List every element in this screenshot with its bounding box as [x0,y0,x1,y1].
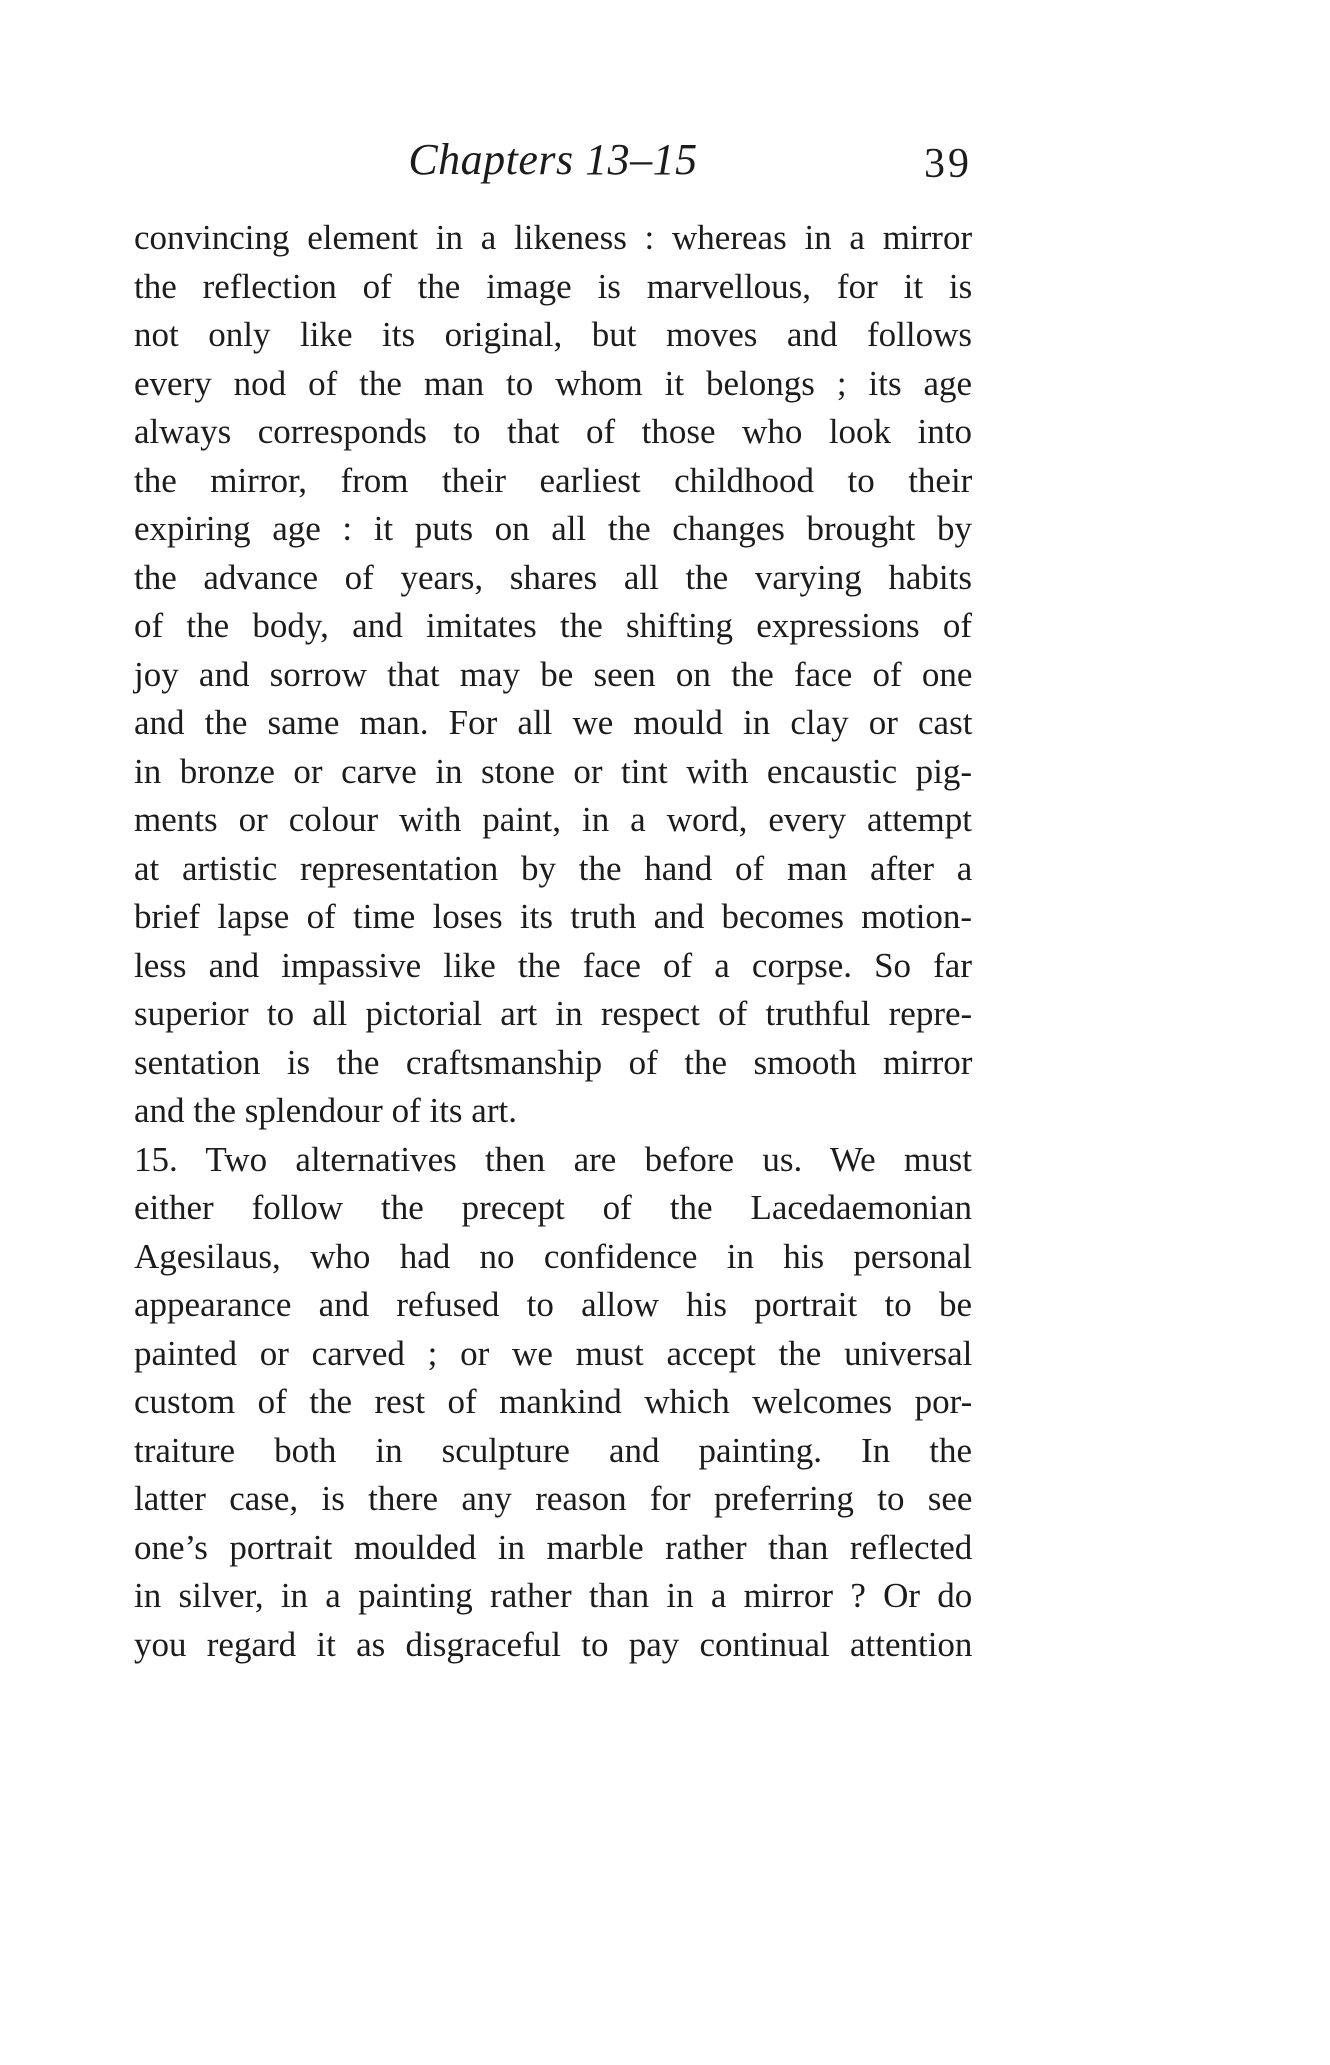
text-line: not only like its original, but moves and follows [134,315,972,354]
text-line: every nod of the man to whom it belongs ; its age [134,363,973,403]
text-line: joy and sorrow that may be seen on the face of one [134,654,973,694]
text-line: the reflection of the image is marvellous, for it is [134,266,973,306]
text-line: always corresponds to that of those who look into [134,412,973,451]
text-line: expiring age : it puts on all the changes brought by [134,509,972,548]
text-line: the mirror, from their earliest childhood to their [134,460,973,500]
page-header [134,130,972,190]
text-line: traiture both in sculpture and painting. In the [134,1430,972,1470]
text-line: sentation is the craftsmanship of the smooth mirror [134,1042,973,1082]
text-line: and the same man. For all we mould in clay or cast [134,703,973,742]
text-line: of the body, and imitates the shifting expressions of [134,606,972,645]
text-line: in bronze or carve in stone or tint with encaustic pig- [134,751,972,791]
text-line: the advance of years, shares all the varying habits [134,557,972,597]
text-line: either follow the precept of the Lacedaemonian [134,1188,972,1227]
text-line: one’s portrait moulded in marble rather than reflected [134,1527,973,1567]
text-line: at artistic representation by the hand of man after a [134,848,973,888]
text-line: superior to all pictorial art in respect of truthful repre- [134,994,973,1033]
text-line: ments or colour with paint, in a word, every attempt [134,800,973,839]
text-line: convincing element in a likeness : whereas in a mirror [134,218,973,257]
page-number: 39 [924,141,972,187]
text-line: less and impassive like the face of a corpse. So far [134,945,972,985]
text-line: in silver, in a painting rather than in a mirror ? Or do [134,1576,973,1615]
running-head: Chapters 13–15 [408,135,698,184]
text-line: brief lapse of time loses its truth and becomes motion- [134,897,973,936]
text-line: Agesilaus, who had no confidence in his personal [134,1236,973,1276]
text-line: appearance and refused to allow his portrait to be [134,1285,973,1324]
text-line: custom of the rest of mankind which welcomes por- [134,1382,973,1421]
text-line: you regard it as disgraceful to pay continual attention [134,1624,973,1664]
body-text [134,214,972,1669]
text-line: latter case, is there any reason for preferring to see [134,1479,973,1518]
text-line: painted or carved ; or we must accept the universal [134,1333,973,1373]
text-line: and the splendour of its art. [134,1091,517,1130]
section-start-line: 15. Two alternatives then are before us. We must [134,1139,972,1179]
